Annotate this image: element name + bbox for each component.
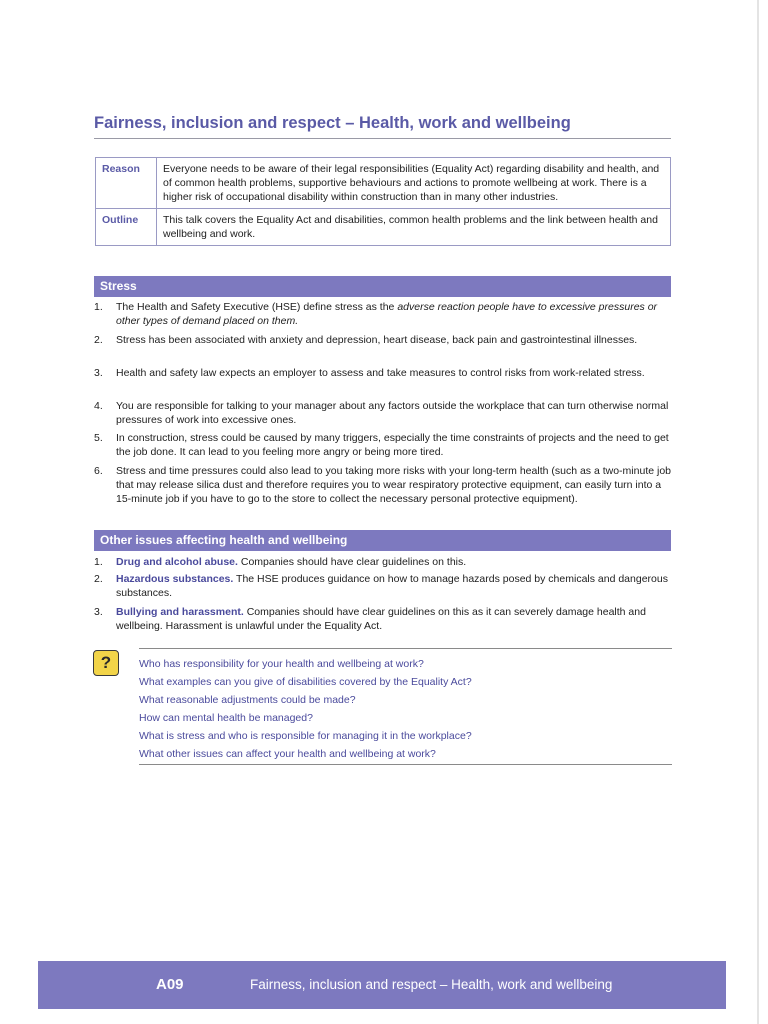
stress-item-2	[94, 333, 674, 347]
other-issues-section-heading: Other issues affecting health and wellbeing	[94, 530, 671, 551]
stress-item-5	[94, 431, 674, 459]
questions-top-rule	[139, 648, 672, 649]
footer-section-code: A09	[156, 976, 184, 993]
stress-item-1	[94, 300, 674, 328]
outline-text: This talk covers the Equality Act and disabilities, common health problems and the link between health and wellbeing and work.	[157, 209, 671, 246]
reason-outline-table	[95, 157, 671, 246]
page-edge-divider	[757, 0, 759, 1024]
item-number: 5.	[94, 432, 103, 444]
item-number: 1.	[94, 301, 103, 313]
stress-item-3	[94, 366, 674, 380]
item-text: Stress and time pressures could also lead to you taking more risks with your long-term health (such as a two-minute job that may release silica dust and therefore requires you to wear respiratory protective equipment, can easily turn into a 15-minute job if you have to go to the store to collect the necessary personal protective equipment).	[116, 465, 672, 505]
item-bold-lead: Hazardous substances.	[116, 573, 234, 585]
stress-item-4	[94, 399, 674, 427]
other-item-1	[94, 555, 674, 569]
question-icon: ?	[93, 650, 119, 676]
item-bold-lead: Drug and alcohol abuse.	[116, 556, 238, 568]
outline-row	[96, 209, 671, 246]
stress-item-6	[94, 464, 674, 506]
footer-title: Fairness, inclusion and respect – Health, work and wellbeing	[250, 977, 613, 992]
other-item-2	[94, 572, 674, 600]
other-item-3	[94, 605, 674, 633]
page-footer	[38, 961, 726, 1009]
discussion-questions	[139, 655, 672, 763]
item-number: 2.	[94, 573, 103, 585]
outline-label: Outline	[96, 209, 157, 246]
question-item: What other issues can affect your health and wellbeing at work?	[139, 748, 436, 760]
question-item: What reasonable adjustments could be made?	[139, 694, 356, 706]
item-text: The HSE produces guidance on how to manage hazards posed by chemicals and dangerous substances.	[116, 573, 668, 599]
question-item: What is stress and who is responsible for managing it in the workplace?	[139, 730, 472, 742]
stress-section-heading: Stress	[94, 276, 671, 297]
item-number: 6.	[94, 465, 103, 477]
item-number: 3.	[94, 606, 103, 618]
item-bold-lead: Bullying and harassment.	[116, 606, 244, 618]
question-item: What examples can you give of disabilities covered by the Equality Act?	[139, 676, 472, 688]
reason-label: Reason	[96, 158, 157, 209]
questions-bottom-rule	[139, 764, 672, 765]
item-text: Health and safety law expects an employer to assess and take measures to control risks from work-related stress.	[116, 367, 645, 379]
question-item: Who has responsibility for your health and wellbeing at work?	[139, 658, 424, 670]
page-title: Fairness, inclusion and respect – Health, work and wellbeing	[94, 114, 671, 139]
question-item: How can mental health be managed?	[139, 712, 313, 724]
item-text: Companies should have clear guidelines on this as it can severely damage health and wellbeing. Harassment is unlawful under the Equality Act.	[116, 606, 646, 632]
item-text: You are responsible for talking to your manager about any factors outside the workplace that can turn otherwise normal pressures of work into excessive ones.	[116, 400, 669, 426]
item-text: In construction, stress could be caused by many triggers, especially the time constraints of projects and the need to get the job done. It can lead to you feeling more angry or being more tired.	[116, 432, 669, 458]
item-number: 2.	[94, 334, 103, 346]
item-text: Stress has been associated with anxiety and depression, heart disease, back pain and gastrointestinal illnesses.	[116, 334, 638, 346]
item-text: Companies should have clear guidelines on this.	[237, 556, 467, 568]
item-number: 4.	[94, 400, 103, 412]
item-number: 1.	[94, 556, 103, 568]
item-number: 3.	[94, 367, 103, 379]
item-text: The Health and Safety Executive (HSE) define stress as the	[116, 301, 398, 313]
item-emphasis: adverse reaction people have to excessive pressures or other types of demand placed on them.	[116, 301, 658, 327]
reason-row	[96, 158, 671, 209]
reason-text: Everyone needs to be aware of their legal responsibilities (Equality Act) regarding disability and health, and of common health problems, supportive behaviours and actions to promote wellbeing at work. There is a higher risk of occupational disability within construction than in many other industries.	[157, 158, 671, 209]
